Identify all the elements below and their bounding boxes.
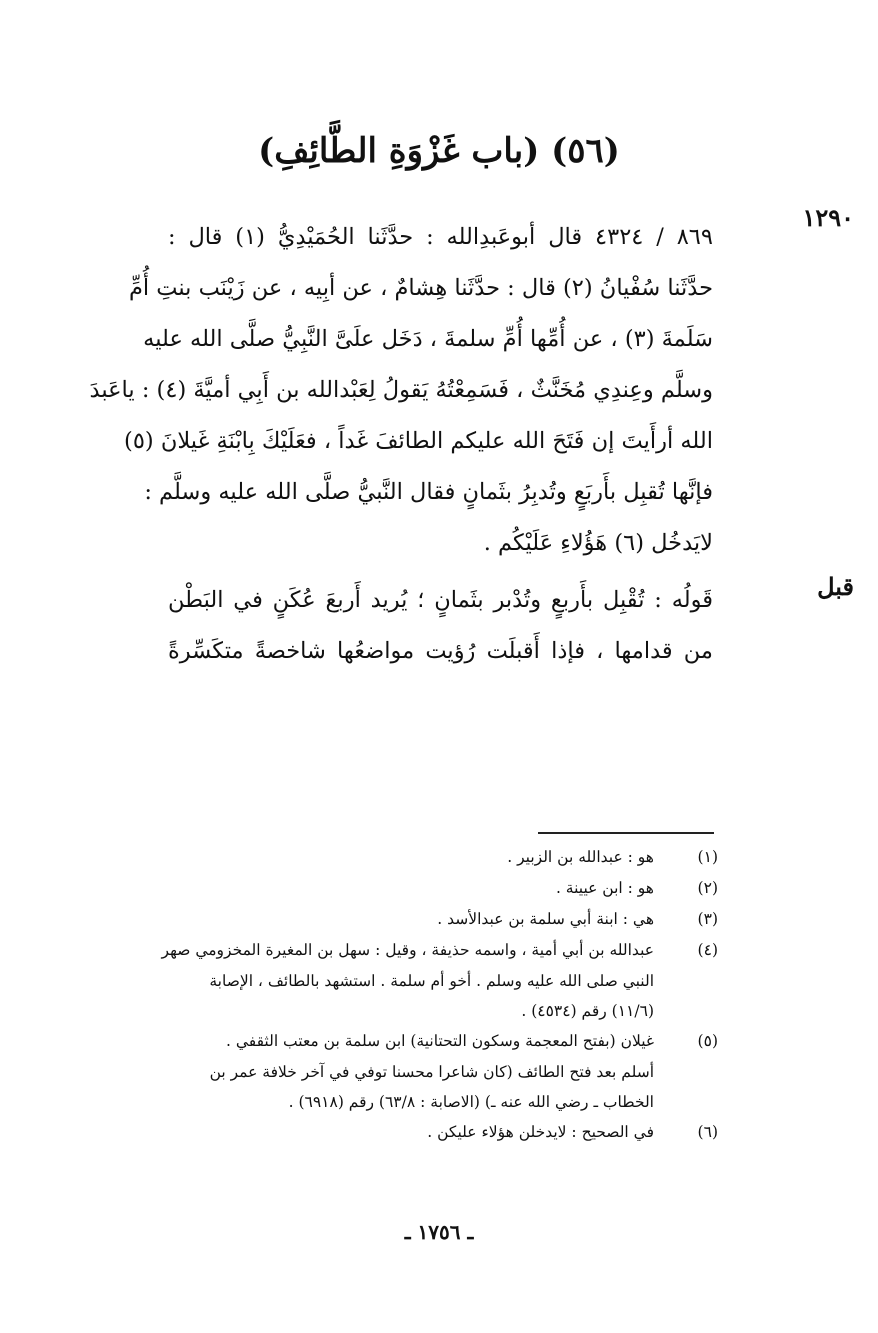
hadith-line: فإنَّها تُقبِل بأَربَعٍ وتُدبِرُ بثَمانٍ فقال النَّبيُّ صلَّى الله عليه وسلَّم : (144, 479, 713, 505)
chapter-title: (٥٦) (باب غَزْوَةِ الطَّائِفِ) (258, 131, 620, 171)
footnote-text: (١١/٦) رقم (٤٥٣٤) . (521, 1002, 654, 1020)
hadith-number: ١٢٩٠ (802, 203, 854, 232)
footnote-text: عبدالله بن أبي أمية ، واسمه حذيفة ، وقيل : سهل بن المغيرة المخزومي صهر (161, 941, 654, 959)
footnote (40, 873, 720, 904)
footnotes (40, 842, 720, 1148)
page-number: ـ ١٧٥٦ ـ (404, 1220, 474, 1244)
footnote-number: (٢) (697, 879, 718, 897)
footnote (40, 842, 720, 873)
footnote (40, 1117, 720, 1148)
hadith-line: سَلَمةَ (٣) ، عن أُمِّها أُمِّ سلمةَ ، دَخَل علَىَّ النَّبِيُّ صلَّى الله عليه (143, 326, 713, 352)
hadith-line: وسلَّم وعِندِي مُخَنَّثٌ ، فَسَمِعْتُهُ يَقولُ لِعَبْدالله بن أَبِي أميَّةَ (٤) : ياعَبدَ (89, 377, 713, 403)
footnote (40, 935, 720, 1026)
footnote-number: (٣) (697, 910, 718, 928)
footnote (40, 1026, 720, 1117)
hadith-text (89, 212, 713, 569)
footnote-number: (٦) (697, 1123, 718, 1141)
footnote-divider (538, 832, 714, 834)
footnote-number: (١) (697, 848, 718, 866)
hadith-line: الله أرأَيتَ إن فَتَحَ الله عليكم الطائفَ غَداً ، فعَلَيْكَ بِابْنَةِ غَيلانَ (٥) (124, 428, 713, 454)
commentary-line: من قدامها ، فإذا أَقبلَت رُؤيت مواضعُها شاخصةً متكَسِّرةً (168, 638, 713, 664)
hadith-line: حدَّثَنا سُفْيانُ (٢) قال : حدَّثَنا هِشامٌ ، عن أبِيه ، عن زَيْنَب بنتِ أُمِّ (128, 275, 713, 301)
footnote-text: هو : عبدالله بن الزبير . (507, 848, 654, 866)
commentary-line: قَولُه : تُقْبِل بأَربعٍ وتُدْبر بثَمانٍ ؛ يُريد أَربعَ عُكَنٍ في البَطْن (168, 587, 713, 613)
commentary-text (168, 575, 713, 677)
footnote-text: الخطاب ـ رضي الله عنه ـ) (الاصابة : ٦٣/٨) رقم (٦٩١٨) . (288, 1093, 654, 1111)
footnote-text: هو : ابن عيينة . (555, 879, 654, 897)
footnote-text: في الصحيح : لايدخلن هؤلاء عليكن . (427, 1123, 654, 1141)
hadith-line: ٨٦٩ / ٤٣٢٤ قال أبوعَبدِالله : حدَّثَنا الحُمَيْدِيُّ (١) قال : (168, 224, 713, 250)
footnote-text: غيلان (بفتح المعجمة وسكون التحتانية) ابن سلمة بن معتب الثقفي . (225, 1032, 654, 1050)
footnote-number: (٥) (697, 1032, 718, 1050)
footnote-text: أسلم بعد فتح الطائف (كان شاعرا محسنا توفي في آخر خلافة عمر بن (209, 1063, 654, 1081)
footnote-text: هي : ابنة أبي سلمة بن عبدالأسد . (437, 910, 654, 928)
hadith-line: لايَدخُل (٦) هَؤُلاءِ عَلَيْكُم . (483, 530, 713, 556)
footnote (40, 904, 720, 935)
footnote-number: (٤) (697, 941, 718, 959)
footnote-text: النبي صلى الله عليه وسلم . أخو أم سلمة . استشهد بالطائف ، الإصابة (209, 972, 654, 990)
commentary-keyword: قبل (817, 572, 854, 601)
